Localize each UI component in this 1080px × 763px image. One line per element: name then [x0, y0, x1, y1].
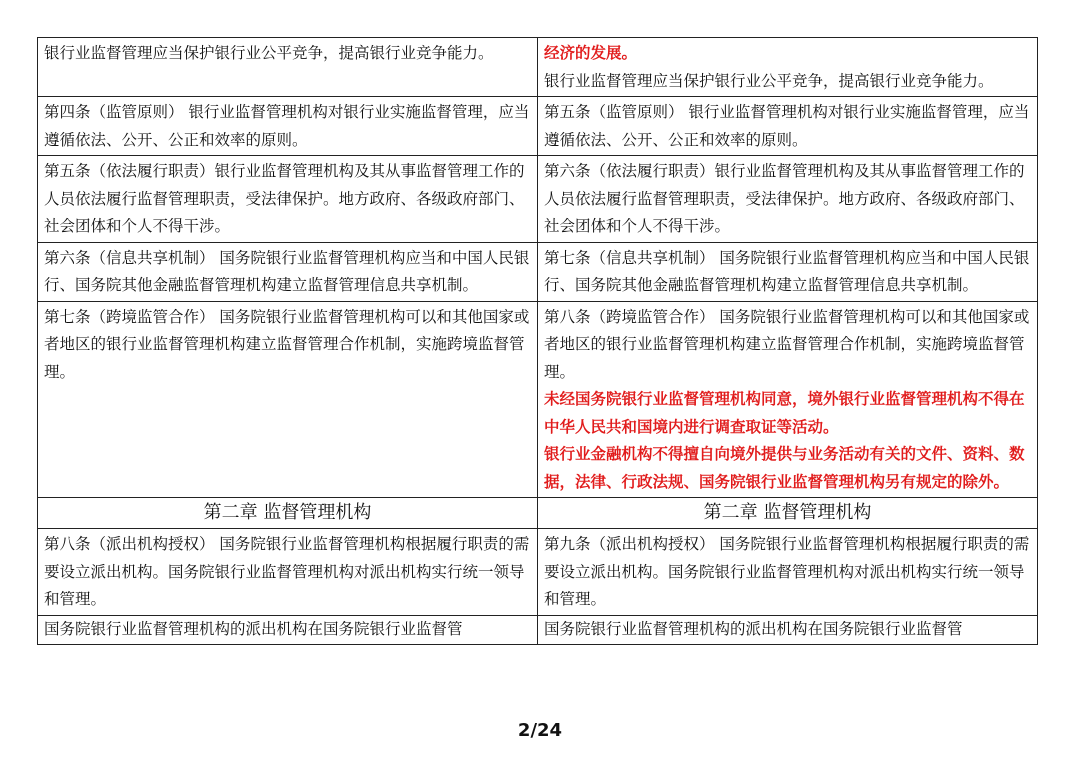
paragraph: 国务院银行业监督管理机构的派出机构在国务院银行业监督管	[44, 619, 463, 638]
chapter-row	[38, 498, 1038, 529]
left-cell	[38, 301, 538, 498]
paragraph: 第九条（派出机构授权） 国务院银行业监督管理机构根据履行职责的需要设立派出机构。国务院银行业监督管理机构对派出机构实行统一领导和管理。	[544, 535, 1030, 608]
left-cell	[38, 97, 538, 156]
right-cell	[538, 615, 1038, 644]
left-cell	[38, 242, 538, 301]
left-cell	[38, 615, 538, 644]
highlighted-paragraph: 未经国务院银行业监督管理机构同意，境外银行业监督管理机构不得在中华人民共和国境内进行调查取证等活动。	[544, 390, 1025, 436]
right-cell	[538, 529, 1038, 616]
comparison-table	[37, 37, 1038, 645]
right-cell	[538, 242, 1038, 301]
paragraph: 第八条（派出机构授权） 国务院银行业监督管理机构根据履行职责的需要设立派出机构。国务院银行业监督管理机构对派出机构实行统一领导和管理。	[44, 535, 530, 608]
table-row	[38, 529, 1038, 616]
page-number: 2/24	[517, 720, 563, 741]
left-cell	[38, 38, 538, 97]
right-cell	[538, 156, 1038, 243]
paragraph: 第七条（信息共享机制） 国务院银行业监督管理机构应当和中国人民银行、国务院其他金融监督管理机构建立监督管理信息共享机制。	[544, 248, 1030, 294]
left-cell	[38, 156, 538, 243]
paragraph: 国务院银行业监督管理机构的派出机构在国务院银行业监督管	[544, 619, 963, 638]
table-row	[38, 242, 1038, 301]
paragraph: 第六条（信息共享机制） 国务院银行业监督管理机构应当和中国人民银行、国务院其他金融监督管理机构建立监督管理信息共享机制。	[44, 248, 530, 294]
highlighted-paragraph: 经济的发展。	[544, 44, 638, 62]
table-row	[38, 38, 1038, 97]
right-cell	[538, 38, 1038, 97]
left-cell	[38, 529, 538, 616]
chapter-heading-left: 第二章 监督管理机构	[38, 498, 538, 529]
paragraph: 银行业监督管理应当保护银行业公平竞争，提高银行业竞争能力。	[544, 71, 994, 90]
highlighted-paragraph: 银行业金融机构不得擅自向境外提供与业务活动有关的文件、资料、数据，法律、行政法规、国务院银行业监督管理机构另有规定的除外。	[544, 445, 1025, 491]
paragraph: 第七条（跨境监管合作） 国务院银行业监督管理机构可以和其他国家或者地区的银行业监督管理机构建立监督管理合作机制，实施跨境监督管理。	[44, 307, 530, 381]
right-cell	[538, 301, 1038, 498]
table-row	[38, 97, 1038, 156]
paragraph: 第五条（监管原则） 银行业监督管理机构对银行业实施监督管理，应当遵循依法、公开、公正和效率的原则。	[544, 103, 1030, 149]
paragraph: 第四条（监管原则） 银行业监督管理机构对银行业实施监督管理，应当遵循依法、公开、公正和效率的原则。	[44, 103, 530, 149]
table-row	[38, 156, 1038, 243]
paragraph: 银行业监督管理应当保护银行业公平竞争，提高银行业竞争能力。	[44, 44, 494, 62]
table-row	[38, 615, 1038, 644]
chapter-heading-right: 第二章 监督管理机构	[538, 498, 1038, 529]
paragraph: 第八条（跨境监管合作） 国务院银行业监督管理机构可以和其他国家或者地区的银行业监督管理机构建立监督管理合作机制，实施跨境监督管理。	[544, 307, 1030, 381]
table-row	[38, 301, 1038, 498]
right-cell	[538, 97, 1038, 156]
paragraph: 第五条（依法履行职责）银行业监督管理机构及其从事监督管理工作的人员依法履行监督管理职责，受法律保护。地方政府、各级政府部门、社会团体和个人不得干涉。	[44, 162, 525, 235]
paragraph: 第六条（依法履行职责）银行业监督管理机构及其从事监督管理工作的人员依法履行监督管理职责，受法律保护。地方政府、各级政府部门、社会团体和个人不得干涉。	[544, 162, 1025, 235]
